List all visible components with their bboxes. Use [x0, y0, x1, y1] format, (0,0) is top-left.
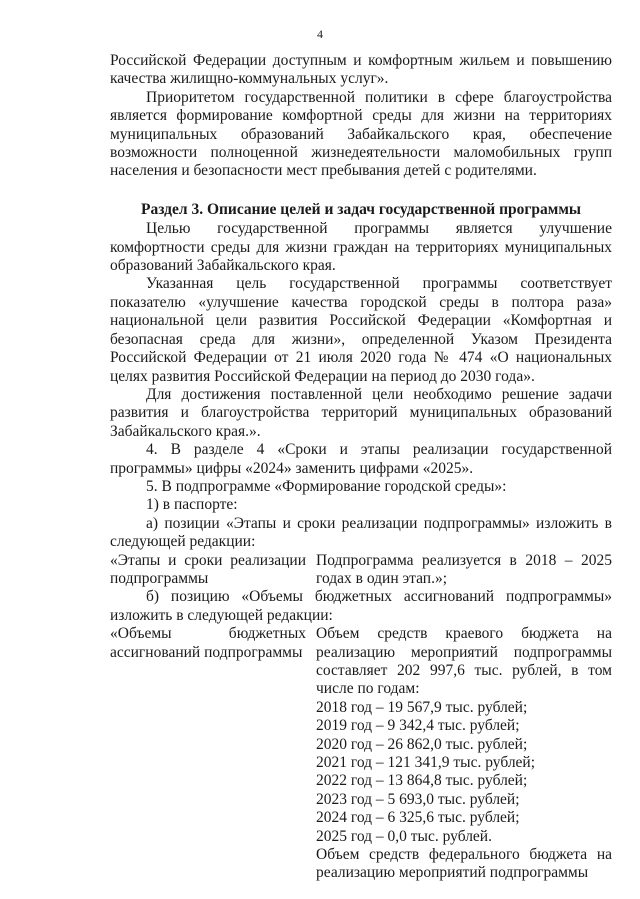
budget-year-2025: 2025 год – 0,0 тыс. рублей.	[316, 827, 492, 845]
budget-table-value	[316, 625, 612, 883]
budget-year-2020: 2020 год – 26 862,0 тыс. рублей;	[316, 735, 528, 753]
budget-table	[110, 625, 612, 883]
paragraph-item-b: б) позицию «Объемы бюджетных ассигнований подпрограммы» изложить в следующей редакции:	[110, 588, 612, 624]
paragraph-item-a: а) позиции «Этапы и сроки реализации подпрограммы» изложить в следующей редакции:	[110, 514, 612, 551]
budget-federal-intro: Объем средств федерального бюджета на реализацию мероприятий подпрограммы	[316, 846, 612, 882]
document-body	[110, 52, 612, 883]
budget-year-2024: 2024 год – 6 325,6 тыс. рублей;	[316, 809, 520, 827]
paragraph-indicator: Указанная цель государственной программы соответствует показателю «улучшение качества городской среды в полтора раза» национальной цели развития Российской Федерации «Комфортная и безопасная среда для жизни», определенной Указом Президента Российской Федерации от 21 июля 2020 года № 474 «О национальных целях развития Российской Федерации на период до 2030 года».	[110, 275, 612, 385]
paragraph-goal: Целью государственной программы является улучшение комфортности среды для жизни граждан на территориях муниципальных образований Забайкальского края.	[110, 220, 612, 275]
budget-year-2023: 2023 год – 5 693,0 тыс. рублей;	[316, 790, 520, 808]
paragraph-priority: Приоритетом государственной политики в сфере благоустройства является формирование комфортной среды для жизни на территориях муниципальных образований Забайкальского края, обеспечение возможности полноценной жизнедеятельности маломобильных групп населения и безопасности мест пребывания детей с родителями.	[110, 88, 612, 180]
budget-year-2021: 2021 год – 121 341,9 тыс. рублей;	[316, 754, 536, 772]
paragraph-tasks: Для достижения поставленной цели необходимо решение задачи развития и благоустройства территорий муниципальных образований Забайкальского края.».	[110, 385, 612, 440]
paragraph-item-5: 5. В подпрограмме «Формирование городской среды»:	[146, 477, 507, 495]
budget-year-2019: 2019 год – 9 342,4 тыс. рублей;	[316, 717, 520, 735]
section-heading: Раздел 3. Описание целей и задач государственной программы	[140, 200, 582, 218]
budget-regional-intro: Объем средств краевого бюджета на реализацию мероприятий подпрограммы составляет 202 997,6 тыс. рублей, в том числе по годам:	[316, 625, 612, 698]
page-number: 4	[317, 27, 323, 41]
budget-year-2022: 2022 год – 13 864,8 тыс. рублей;	[316, 772, 528, 790]
paragraph-passport: 1) в паспорте:	[146, 496, 238, 514]
stages-table-value: Подпрограмма реализуется в 2018 – 2025 годах в один этап.»;	[316, 551, 612, 587]
budget-year-2018: 2018 год – 19 567,9 тыс. рублей;	[316, 698, 528, 716]
paragraph-continuation: Российской Федерации доступным и комфортным жильем и повышению качества жилищно-коммунальных услуг».	[110, 52, 612, 88]
stages-table-label: «Этапы и сроки реализации подпрограммы	[110, 551, 306, 587]
budget-table-label: «Объемы бюджетных ассигнований подпрограммы	[110, 625, 306, 661]
stages-table	[110, 552, 612, 589]
paragraph-item-4: 4. В разделе 4 «Сроки и этапы реализации государственной программы» цифры «2024» заменить цифрами «2025».	[110, 441, 612, 477]
